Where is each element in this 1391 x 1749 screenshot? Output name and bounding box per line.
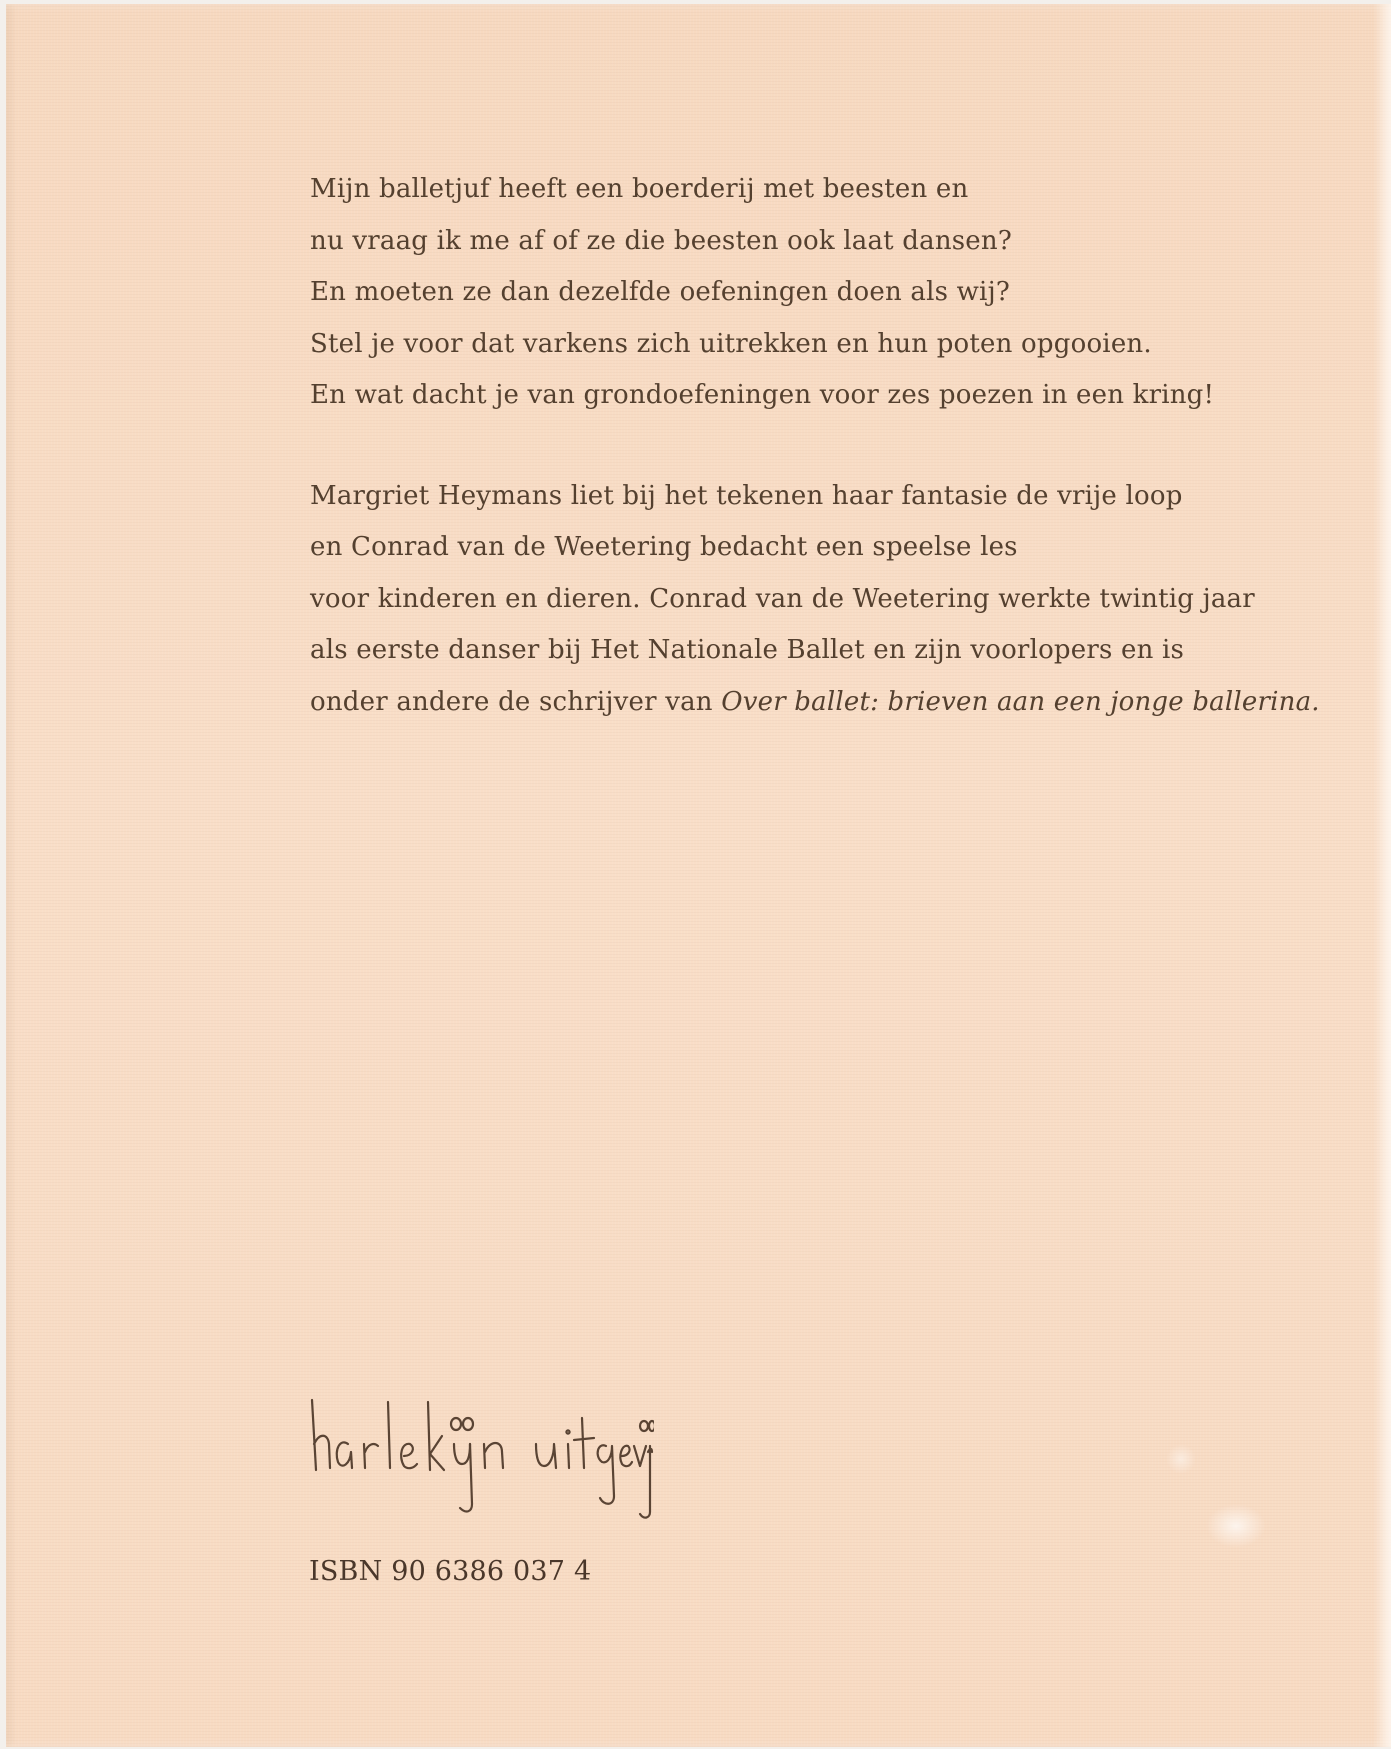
- blurb-line: als eerste danser bij Het Nationale Ballet en zijn voorlopers en is: [310, 635, 1185, 665]
- blurb-line: Margriet Heymans liet bij het tekenen haar fantasie de vrije loop: [310, 480, 1183, 511]
- blurb-text: [310, 164, 1360, 728]
- cover-scuff-mark: [1206, 1504, 1266, 1548]
- blurb-paragraph-2: [310, 471, 1360, 729]
- cover-edge-highlight: [1373, 4, 1391, 1747]
- blurb-line: Mijn balletjuf heeft een boerderij met beesten en: [310, 174, 969, 204]
- blurb-line: Stel je voor dat varkens zich uitrekken en hun poten opgooien.: [310, 328, 1152, 359]
- blurb-line: nu vraag ik me af of ze die beesten ook laat dansen?: [310, 225, 1012, 256]
- blurb-paragraph-1: [310, 164, 1360, 422]
- blurb-line: En moeten ze dan dezelfde oefeningen doen als wij?: [310, 277, 1010, 307]
- blurb-line-last: [310, 677, 1360, 729]
- publisher-logo: [304, 1372, 654, 1522]
- isbn-number: ISBN 90 6386 037 4: [309, 1556, 592, 1587]
- blurb-line: En wat dacht je van grondoefeningen voor zes poezen in een kring!: [310, 380, 1215, 410]
- cover-scuff-mark: [1166, 1444, 1196, 1474]
- blurb-line-prefix: onder andere de schrijver van: [310, 686, 722, 717]
- handwritten-logo-icon: [304, 1372, 654, 1522]
- blurb-line: voor kinderen en dieren. Conrad van de Weetering werkte twintig jaar: [310, 583, 1255, 614]
- book-title-italic: Over ballet: brieven aan een jonge ballerina.: [721, 686, 1320, 717]
- book-back-cover: [6, 4, 1391, 1747]
- blurb-line: en Conrad van de Weetering bedacht een speelse les: [310, 532, 1018, 562]
